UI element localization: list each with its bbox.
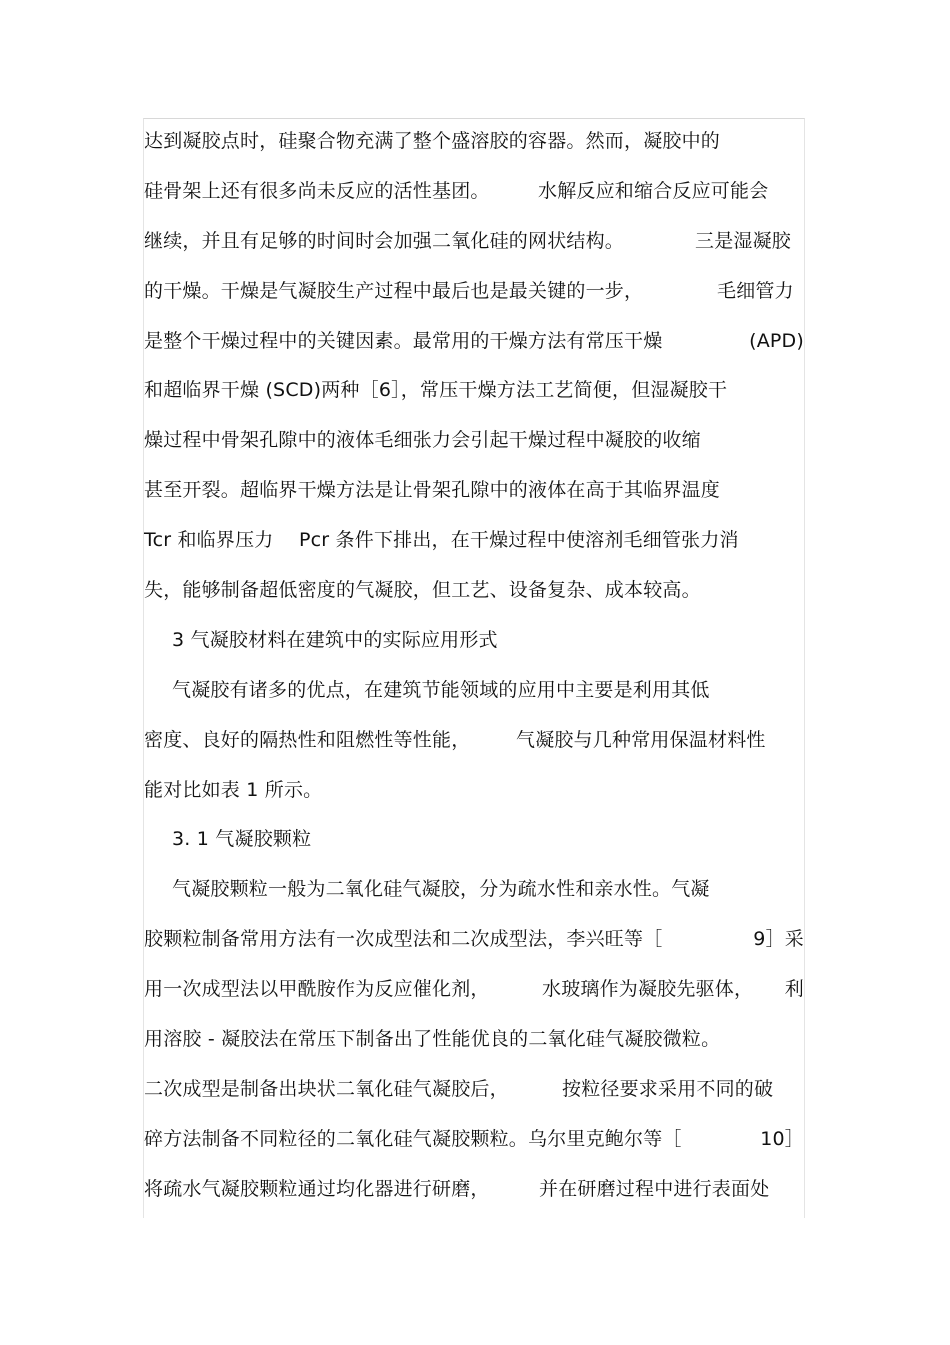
text-line [144,1065,804,1115]
text-segment: 用溶胶 - 凝胶法在常压下制备出了性能优良的二氧化硅气凝胶微粒。 [144,1028,721,1051]
text-segment: 是整个干燥过程中的关键因素。最常用的干燥方法有常压干燥 [144,329,663,352]
text-line [144,1165,804,1215]
text-segment: 气凝胶有诸多的优点，在建筑节能领域的应用中主要是利用其低 [172,678,710,701]
text-line [144,666,804,716]
section-heading [144,815,804,865]
text-segment: 二次成型是制备出块状二氧化硅气凝胶后， [144,1077,509,1100]
text-line [144,1115,804,1165]
text-segment: 继续，并且有足够的时间时会加强二氧化硅的网状结构。 [144,229,625,252]
text-segment: 10］ [760,1127,804,1150]
text-line [144,915,804,965]
text-segment: Tcr 和临界压力 [144,529,274,552]
text-segment: 密度、良好的隔热性和阻燃性等性能， [144,728,471,751]
text-segment: 能对比如表 1 所示。 [144,778,323,801]
text-line [144,267,804,317]
text-line [144,716,804,766]
text-line [144,466,804,516]
text-segment: 硅骨架上还有很多尚未反应的活性基团。 [144,179,490,202]
section-heading [144,616,804,666]
text-segment: 并在研磨过程中进行表面处 [539,1177,770,1200]
body-text [144,117,804,1215]
text-segment: 用一次成型法以甲酰胺作为反应催化剂， [144,978,490,1001]
text-line [144,416,804,466]
text-line [144,865,804,915]
text-segment: 3 气凝胶材料在建筑中的实际应用形式 [172,628,498,651]
text-line [144,566,804,616]
text-line [144,366,804,416]
text-segment: 将疏水气凝胶颗粒通过均化器进行研磨， [144,1177,490,1200]
text-segment: 水玻璃作为凝胶先驱体， [542,978,754,1001]
text-segment: 气凝胶与几种常用保温材料性 [516,728,766,751]
text-segment: 9］采 [753,928,804,951]
text-line [144,217,804,267]
text-segment: 甚至开裂。超临界干燥方法是让骨架孔隙中的液体在高于其临界温度 [144,479,721,502]
text-line [144,965,804,1015]
text-line [144,766,804,816]
text-segment: 水解反应和缩合反应可能会 [538,179,769,202]
text-segment: Pcr 条件下排出，在干燥过程中使溶剂毛细管张力消 [299,529,739,552]
text-line [144,117,804,167]
text-line [144,1015,804,1065]
text-segment: 燥过程中骨架孔隙中的液体毛细张力会引起干燥过程中凝胶的收缩 [144,429,701,452]
text-segment: 碎方法制备不同粒径的二氧化硅气凝胶颗粒。乌尔里克鲍尔等［ [144,1127,682,1150]
text-segment: 达到凝胶点时，硅聚合物充满了整个盛溶胶的容器。然而，凝胶中的 [144,130,721,152]
text-segment: 3. 1 气凝胶颗粒 [172,828,312,851]
text-segment: 三是湿凝胶 [695,229,792,252]
text-line [144,317,804,367]
text-segment: (APD) [749,329,804,352]
text-line [144,516,804,566]
text-segment: 按粒径要求采用不同的破 [562,1077,774,1100]
text-segment: 的干燥。干燥是气凝胶生产过程中最后也是最关键的一步， [144,279,644,302]
text-line [144,167,804,217]
text-segment: 毛细管力 [717,279,794,302]
text-segment: 失，能够制备超低密度的气凝胶，但工艺、设备复杂、成本较高。 [144,579,701,602]
text-segment: 胶颗粒制备常用方法有一次成型法和二次成型法，李兴旺等［ [144,928,663,951]
text-segment: 气凝胶颗粒一般为二氧化硅气凝胶，分为疏水性和亲水性。气凝 [172,878,710,901]
text-segment: 和超临界干燥 (SCD)两种［6］，常压干燥方法工艺简便，但湿凝胶干 [144,379,728,402]
text-segment: 利 [784,978,804,1001]
